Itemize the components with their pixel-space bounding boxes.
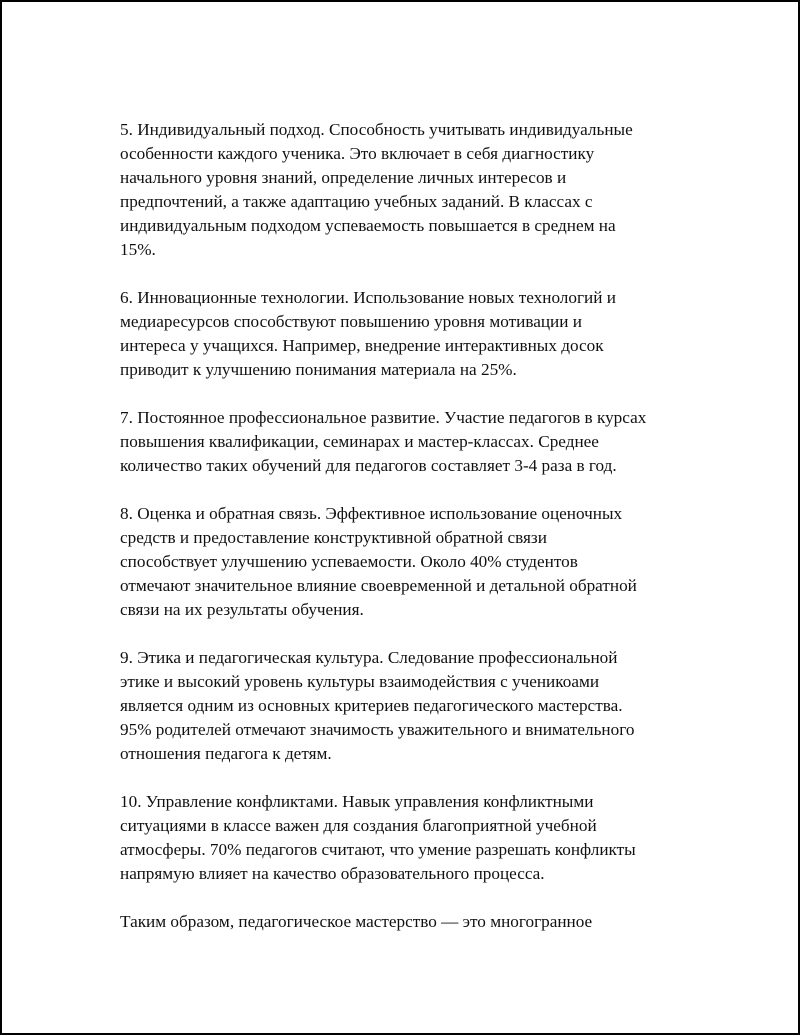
text-line: начального уровня знаний, определение личных интересов и — [120, 168, 567, 187]
text-line: 95% родителей отмечают значимость уважительного и внимательного — [120, 720, 635, 739]
text-line: связи на их результаты обучения. — [120, 600, 364, 619]
text-line: отмечают значительное влияние своевременной и детальной обратной — [120, 576, 637, 595]
text-line: этике и высокий уровень культуры взаимодействия с ученикоами — [120, 672, 600, 691]
text-line: 15%. — [120, 240, 156, 259]
text-line: напрямую влияет на качество образовательного процесса. — [120, 864, 545, 883]
text-line: 8. Оценка и обратная связь. Эффективное использование оценочных — [120, 504, 623, 523]
text-line: 9. Этика и педагогическая культура. Следование профессиональной — [120, 648, 618, 667]
text-line: индивидуальным подходом успеваемость повышается в среднем на — [120, 216, 616, 235]
text-line: количество таких обучений для педагогов составляет 3-4 раза в год. — [120, 456, 617, 475]
paragraph-ethics-culture — [120, 646, 700, 766]
text-line: ситуациями в классе важен для создания благоприятной учебной — [120, 816, 597, 835]
text-line: Таким образом, педагогическое мастерство — это многогранное — [120, 912, 593, 931]
paragraph-professional-development — [120, 406, 700, 478]
text-line: 5. Индивидуальный подход. Способность учитывать индивидуальные — [120, 120, 633, 139]
text-line: способствует улучшению успеваемости. Около 40% студентов — [120, 552, 578, 571]
text-line: медиаресурсов способствуют повышению уровня мотивации и — [120, 312, 582, 331]
text-line: является одним из основных критериев педагогического мастерства. — [120, 696, 623, 715]
document-body — [120, 118, 700, 958]
paragraph-individual-approach — [120, 118, 700, 262]
paragraph-conclusion — [120, 910, 700, 934]
text-line: средств и предоставление конструктивной обратной связи — [120, 528, 547, 547]
paragraph-innovative-technologies — [120, 286, 700, 382]
text-line: атмосферы. 70% педагогов считают, что умение разрешать конфликты — [120, 840, 636, 859]
text-line: 7. Постоянное профессиональное развитие. Участие педагогов в курсах — [120, 408, 647, 427]
text-line: предпочтений, а также адаптацию учебных заданий. В классах с — [120, 192, 593, 211]
paragraph-assessment-feedback — [120, 502, 700, 622]
text-line: особенности каждого ученика. Это включает в себя диагностику — [120, 144, 595, 163]
text-line: интереса у учащихся. Например, внедрение интерактивных досок — [120, 336, 604, 355]
text-line: повышения квалификации, семинарах и мастер-классах. Среднее — [120, 432, 599, 451]
text-line: отношения педагога к детям. — [120, 744, 332, 763]
text-line: 6. Инновационные технологии. Использование новых технологий и — [120, 288, 616, 307]
text-line: приводит к улучшению понимания материала на 25%. — [120, 360, 517, 379]
paragraph-conflict-management — [120, 790, 700, 886]
text-line: 10. Управление конфликтами. Навык управления конфликтными — [120, 792, 594, 811]
